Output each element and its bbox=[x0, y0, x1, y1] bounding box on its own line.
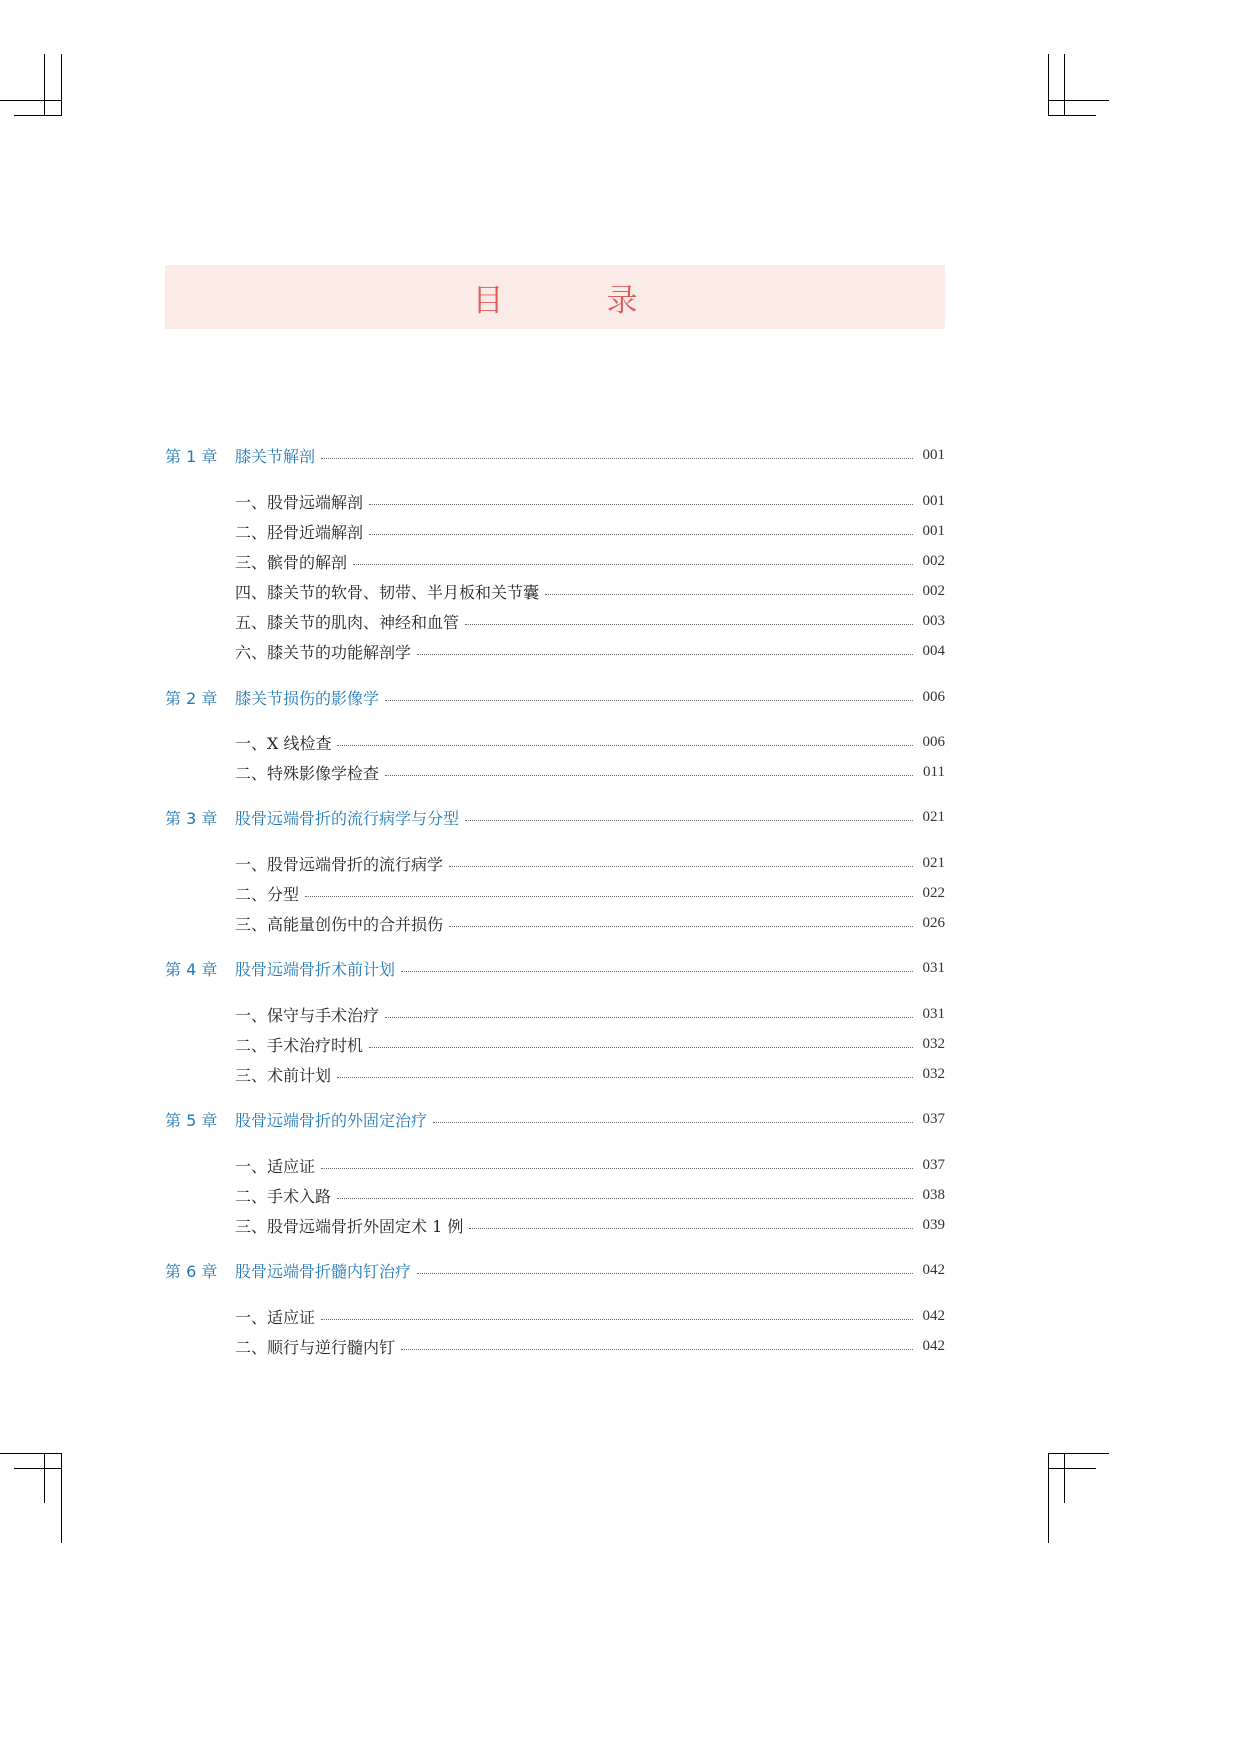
toc-chapter-row[interactable] bbox=[165, 682, 945, 712]
page-number: 011 bbox=[923, 763, 945, 780]
section-title: 一、股骨远端骨折的流行病学 bbox=[235, 854, 444, 874]
page-number: 006 bbox=[922, 688, 945, 705]
chapter-number: 第 3 章 bbox=[165, 808, 218, 828]
chapter-number: 第 1 章 bbox=[165, 446, 218, 466]
leader-dots bbox=[469, 1227, 913, 1229]
leader-dots bbox=[545, 593, 913, 595]
crop-mark-top-left bbox=[44, 54, 45, 116]
leader-dots bbox=[353, 563, 913, 565]
crop-mark-top-left bbox=[14, 115, 62, 116]
page-number: 031 bbox=[922, 959, 945, 976]
leader-dots bbox=[385, 699, 913, 701]
page-number: 001 bbox=[922, 522, 945, 539]
leader-dots bbox=[321, 1167, 913, 1169]
toc-section-row[interactable] bbox=[165, 999, 945, 1029]
page-number: 032 bbox=[922, 1035, 945, 1052]
section-title: 一、保守与手术治疗 bbox=[235, 1005, 380, 1025]
page-number: 042 bbox=[922, 1337, 945, 1354]
crop-mark-top-right bbox=[1064, 54, 1065, 116]
crop-mark-top-left bbox=[61, 54, 62, 116]
chapter-title: 股骨远端骨折的外固定治疗 bbox=[235, 1110, 428, 1130]
chapter-number: 第 2 章 bbox=[165, 688, 218, 708]
crop-mark-bottom-right bbox=[1048, 1453, 1049, 1543]
section-title: 二、顺行与逆行髓内钉 bbox=[235, 1337, 396, 1357]
leader-dots bbox=[369, 1046, 913, 1048]
section-title: 二、手术治疗时机 bbox=[235, 1035, 364, 1055]
page-number: 022 bbox=[922, 884, 945, 901]
leader-dots bbox=[337, 1197, 913, 1199]
section-title: 一、股骨远端解剖 bbox=[235, 492, 364, 512]
chapter-title: 股骨远端骨折术前计划 bbox=[235, 959, 396, 979]
chapter-number: 第 6 章 bbox=[165, 1261, 218, 1281]
toc-chapter-row[interactable] bbox=[165, 440, 945, 470]
page-number: 002 bbox=[922, 552, 945, 569]
leader-dots bbox=[465, 623, 913, 625]
chapter-title: 膝关节解剖 bbox=[235, 446, 316, 466]
section-title: 三、髌骨的解剖 bbox=[235, 552, 348, 572]
chapter-number: 第 4 章 bbox=[165, 959, 218, 979]
section-title: 四、膝关节的软骨、韧带、半月板和关节囊 bbox=[235, 582, 540, 602]
page-number: 042 bbox=[922, 1261, 945, 1278]
page-number: 006 bbox=[922, 733, 945, 750]
toc-section-row[interactable] bbox=[165, 908, 945, 938]
crop-mark-top-right bbox=[1048, 115, 1096, 116]
page-number: 038 bbox=[922, 1186, 945, 1203]
toc-chapter-row[interactable] bbox=[165, 1104, 945, 1134]
leader-dots bbox=[337, 1076, 913, 1078]
page-number: 021 bbox=[922, 808, 945, 825]
toc-section-row[interactable] bbox=[165, 636, 945, 666]
crop-mark-bottom-left bbox=[44, 1453, 45, 1503]
leader-dots bbox=[385, 1016, 913, 1018]
page-number: 021 bbox=[922, 854, 945, 871]
leader-dots bbox=[321, 457, 913, 459]
leader-dots bbox=[369, 533, 913, 535]
leader-dots bbox=[305, 895, 913, 897]
crop-mark-top-left bbox=[0, 100, 62, 101]
leader-dots bbox=[337, 744, 913, 746]
section-title: 二、特殊影像学检查 bbox=[235, 763, 380, 783]
section-title: 三、高能量创伤中的合并损伤 bbox=[235, 914, 444, 934]
page-title: 目 录 bbox=[472, 282, 674, 319]
chapter-title: 股骨远端骨折的流行病学与分型 bbox=[235, 808, 460, 828]
crop-mark-bottom-right bbox=[1064, 1453, 1065, 1503]
crop-mark-bottom-right bbox=[1048, 1453, 1109, 1454]
leader-dots bbox=[465, 819, 913, 821]
page-number: 002 bbox=[922, 582, 945, 599]
page-number: 037 bbox=[922, 1110, 945, 1127]
section-title: 一、适应证 bbox=[235, 1156, 316, 1176]
toc-section-row[interactable] bbox=[165, 848, 945, 878]
leader-dots bbox=[449, 865, 913, 867]
section-title: 一、适应证 bbox=[235, 1307, 316, 1327]
chapter-title: 股骨远端骨折髓内钉治疗 bbox=[235, 1261, 412, 1281]
toc-section-row[interactable] bbox=[165, 757, 945, 787]
toc-section-row[interactable] bbox=[165, 1301, 945, 1331]
toc-chapter-row[interactable] bbox=[165, 953, 945, 983]
section-title: 一、X 线检查 bbox=[235, 733, 332, 753]
toc-chapter-row[interactable] bbox=[165, 1255, 945, 1285]
section-title: 二、分型 bbox=[235, 884, 300, 904]
leader-dots bbox=[385, 774, 913, 776]
toc-chapter-row[interactable] bbox=[165, 802, 945, 832]
crop-mark-bottom-left bbox=[14, 1468, 62, 1469]
leader-dots bbox=[401, 1348, 913, 1350]
crop-mark-top-right bbox=[1048, 100, 1109, 101]
toc-section-row[interactable] bbox=[165, 1331, 945, 1361]
leader-dots bbox=[433, 1121, 913, 1123]
toc-section-row[interactable] bbox=[165, 606, 945, 636]
leader-dots bbox=[417, 653, 913, 655]
toc-section-row[interactable] bbox=[165, 1210, 945, 1240]
section-title: 三、术前计划 bbox=[235, 1065, 332, 1085]
page-number: 026 bbox=[922, 914, 945, 931]
section-title: 二、手术入路 bbox=[235, 1186, 332, 1206]
page-number: 039 bbox=[922, 1216, 945, 1233]
crop-mark-bottom-left bbox=[0, 1453, 62, 1454]
leader-dots bbox=[417, 1272, 913, 1274]
toc-section-row[interactable] bbox=[165, 1180, 945, 1210]
leader-dots bbox=[321, 1318, 913, 1320]
page-number: 042 bbox=[922, 1307, 945, 1324]
chapter-number: 第 5 章 bbox=[165, 1110, 218, 1130]
leader-dots bbox=[449, 925, 913, 927]
page-number: 003 bbox=[922, 612, 945, 629]
section-title: 二、胫骨近端解剖 bbox=[235, 522, 364, 542]
title-band bbox=[165, 265, 945, 329]
toc-section-row[interactable] bbox=[165, 516, 945, 546]
toc-section-row[interactable] bbox=[165, 1150, 945, 1180]
toc-section-row[interactable] bbox=[165, 727, 945, 757]
chapter-title: 膝关节损伤的影像学 bbox=[235, 688, 380, 708]
leader-dots bbox=[401, 970, 913, 972]
toc-section-row[interactable] bbox=[165, 1059, 945, 1089]
section-title: 三、股骨远端骨折外固定术 1 例 bbox=[235, 1216, 464, 1236]
page-number: 032 bbox=[922, 1065, 945, 1082]
crop-mark-bottom-left bbox=[61, 1453, 62, 1543]
toc-section-row[interactable] bbox=[165, 576, 945, 606]
page-number: 004 bbox=[922, 642, 945, 659]
page-number: 001 bbox=[922, 446, 945, 463]
toc-section-row[interactable] bbox=[165, 1029, 945, 1059]
crop-mark-top-right bbox=[1048, 54, 1049, 116]
crop-mark-bottom-right bbox=[1048, 1468, 1096, 1469]
page-number: 001 bbox=[922, 492, 945, 509]
toc-section-row[interactable] bbox=[165, 486, 945, 516]
page-number: 031 bbox=[922, 1005, 945, 1022]
toc-section-row[interactable] bbox=[165, 546, 945, 576]
leader-dots bbox=[369, 503, 913, 505]
section-title: 五、膝关节的肌肉、神经和血管 bbox=[235, 612, 460, 632]
page-number: 037 bbox=[922, 1156, 945, 1173]
toc-section-row[interactable] bbox=[165, 878, 945, 908]
section-title: 六、膝关节的功能解剖学 bbox=[235, 642, 412, 662]
